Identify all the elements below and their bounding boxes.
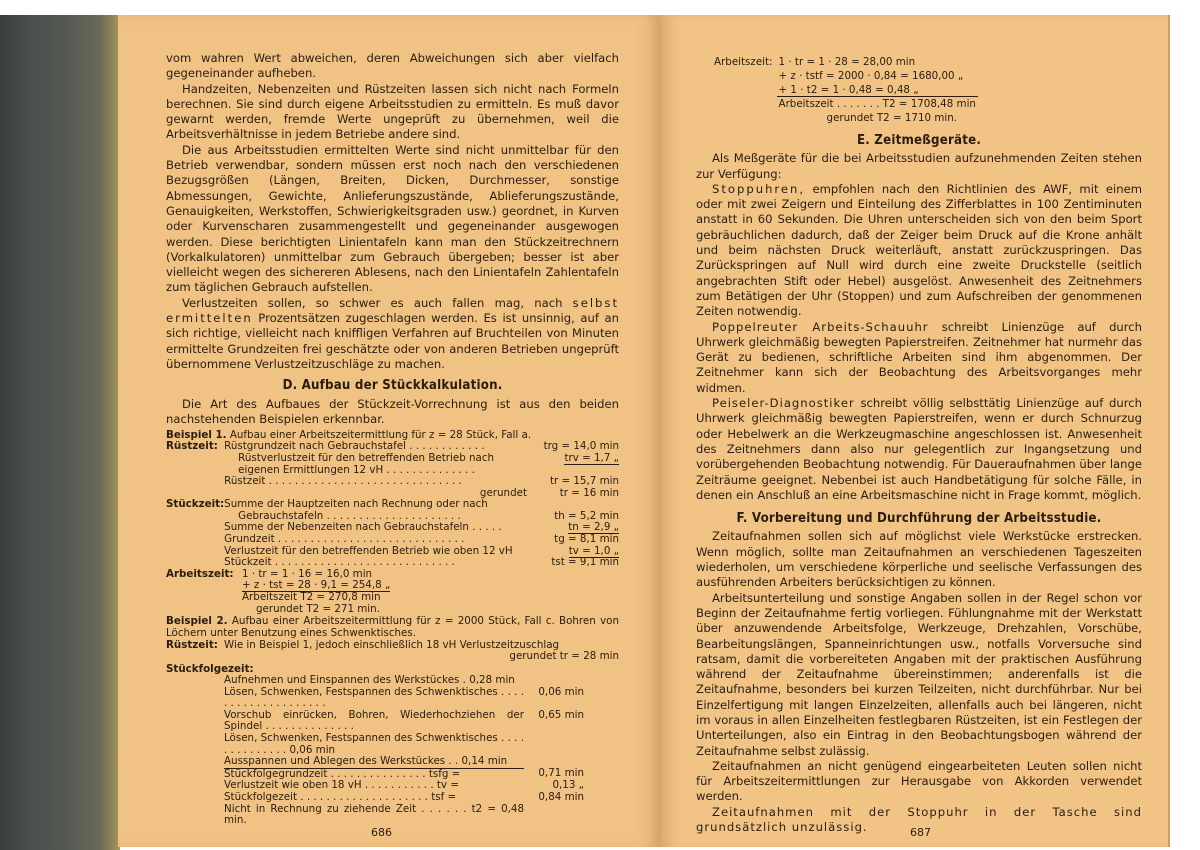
left-page (118, 15, 660, 847)
heading-e: E. Zeitmeßgeräte. (856, 133, 982, 148)
example-2: Beispiel 2. Aufbau einer Arbeitszeitermittlung für z = 2000 Stück, Fall c. Bohren von Löchern unter Benutzung eines Schwenktisches. Rüstzeit: Wie in Beispiel 1, jedoch einschließlich 18 vH Verlustzeitzuschlag gerundet tr = 28 min Stückfolgezeit: Aufnehmen und Einspannen des Werkstückes . 0,28 min Lösen, Schwenken, Festspannen des Schwenktisches . . . . . . . . . . . . . . . . . . . . 0,06 min Vorschub einrücken, Bohren, Wiederhochziehen der Spindel . . . . . . . . . . . . . . 0,65 min Lösen, Schwenken, Festspannen des Schwenktisches . . . . . . . . . . . . . . 0,06 min Ausspannen und Ablegen des Werkstückes . . 0,14 min Stückfolgegrundzeit . . . . . . . . . . . . . . . tsfg = 0,71 min Verlustzeit wie oben 18 vH . . . . . . . . . . . tv = 0,13 „ Stückfolgezeit . . . . . . . . . . . . . . . . . . . . tsf = 0,84 min Nicht in Rechnung zu ziehende Zeit . . . . . . t2 = 0,48 min. (166, 615, 620, 827)
paragraph: Zeitaufnahmen mit der Stoppuhr in der Tasche sind grundsätzlich unzulässig. (696, 804, 1142, 835)
paragraph: vom wahren Wert abweichen, deren Abweichungen sich aber vielfach gegeneinander aufheben. (166, 51, 619, 81)
right-page (660, 15, 1168, 847)
paragraph: Die aus Arbeitsstudien ermittelten Werte sind nicht unmittelbar für den Betrieb verwendbar, sondern müssen erst noch nach den verschiedenen Bezugsgrößen (Längen, Breiten, Dicken, Durchmesser, sonstige Abmessungen, Gewichte, Anlieferungszustände, Ablieferungszustände, Genauigkeiten, Werkstoffen, Schwierigkeitsgraden usw.) geordnet, in Kurven oder Kurvenscharen zusammengestellt und gegeneinander ausgewogen werden. Diese berichtigten Linientafeln kann man den Stückzeitrechnern (Vorkalkulatoren) unmittelbar zum Gebrauch übergeben; besser ist aber vielleicht wegen des sichereren Ablesens, nach den Linientafeln Zahlentafeln zum täglichen Gebrauch aufstellen. (166, 142, 619, 295)
paragraph: Die Art des Aufbaues der Stückzeit-Vorrechnung ist aus den beiden nachstehenden Beispielen erkennbar. (166, 396, 619, 426)
left-column (166, 51, 619, 827)
arbeitszeit-calc: Arbeitszeit: 1 · tr = 1 · 28 = 28,00 min + z · tstf = 2000 · 0,84 = 1680,00 „ + 1 · t2 = 1 · 0,48 = 0,48 „ Arbeitszeit . . . . . . . T2 = 1708,48 min gerundet T2 = 1710 min. (714, 56, 976, 125)
example-1: Beispiel 1. Aufbau einer Arbeitszeitermittlung für z = 28 Stück, Fall a. Rüstzeit: Rüstgrundzeit nach Gebrauchstafel . . . . . . . . . . . . trg = 14,0 min Rüstverlustzeit für den betreffenden Betrieb nach eigenen Ermittlungen 12 vH . . . . . . . . . . . . . . trv = 1,7 „ Rüstzeit . . . . . . . . . . . . . . . . . . . . . . . . . . . . . . tr = 15,7 min gerundet tr = 16 min Stückzeit: Summe der Hauptzeiten nach Rechnung oder nach Gebrauchstafeln . . . . . . . . . . . . . . . . . . . . . th = 5,2 min Summe der Nebenzeiten nach Gebrauchstafeln . . . . . tn = 2,9 „ Grundzeit . . . . . . . . . . . . . . . . . . . . . . . . . . . . . tg = 8,1 min Verlustzeit für den betreffenden Betrieb wie oben 12 vH tv = 1,0 „ Stückzeit . . . . . . . . . . . . . . . . . . . . . . . . . . . . tst = 9,1 min Arbeitszeit: 1 · tr = 1 · 16 = 16,0 min + z · tst = 28 · 9,1 = 254,8 „ Arbeitszeit T2 = 270,8 min gerundet T2 = 271 min. (166, 429, 619, 615)
paragraph: Handzeiten, Nebenzeiten und Rüstzeiten lassen sich nicht nach Formeln berechnen. Sie sind durch eigene Arbeitsstudien zu ermitteln. Es muß davor gewarnt werden, fremde Werte ungeprüft zu übernehmen, weil die Arbeitsverhältnisse in jedem Betriebe andere sind. (166, 81, 619, 142)
paragraph: Poppelreuter Arbeits-Schauuhr schreibt Linienzüge auf durch Uhrwerk gleichmäßig bewegten Papierstreifen. Zeitnehmer hat nurmehr das Gerät zu bedienen, schriftliche Arbeiten sind ihm abgenommen. Der Zeitnehmer kann sich der Beobachtung des Arbeitsvorganges mehr widmen. (696, 319, 1143, 395)
paragraph: Verlustzeiten sollen, so schwer es auch fallen mag, nach selbst ermittelten Prozentsätzen zugeschlagen werden. Es ist unsinnig, auf an sich richtige, vielleicht nach kniffligen Verfahren auf Bruchteilen von Minuten ermittelte Grundzeiten frei geschätzte oder von anderen Betrieben ungeprüft übernommene Verlustzeitzuschläge zu machen. (166, 295, 619, 371)
page-number: 687 (910, 826, 931, 839)
paragraph: Stoppuhren, empfohlen nach den Richtlinien des AWF, mit einem oder mit zwei Zeigern und Einteilung des Zifferblattes in 100 Zentiminuten anstatt in 60 Sekunden. Die Uhren unterscheiden sich von den beim Sport gebräuchlichen dadurch, daß der Zeiger beim Druck auf die Krone anhält und beim nächsten Druck weiterläuft, anstatt zurückzuspringen. Das Zurückspringen auf Null wird durch eine zweite Druckstelle (seitlich angebrachten Stift oder Hebel) ausgelöst. Anwesenheit des Zeitnehmers zum Betätigen der Uhr (Stoppen) und zum Aufschreiben der genommenen Zeiten notwendig. (696, 181, 1142, 319)
heading-f: F. Vorbereitung und Durchführung der Arbeitsstudie. (736, 511, 1102, 527)
paragraph: Peiseler-Diagnostiker schreibt völlig selbsttätig Linienzüge auf durch Uhrwerk gleichmäßig bewegten Papierstreifen, wenn er durch Schnurzug oder Hebelwerk an die Werkzeugmaschine angeschlossen ist. Anwesenheit des Zeitnehmers dann also nur gelegentlich zur Ingangsetzung und vorübergehenden Beobachtung notwendig. Für Daueraufnahmen über lange Zeiträume geeignet. Nebenbei ist auch Handbetätigung für solche Fälle, in denen ein Anschluß an eine Arbeitsmaschine nicht in Frage kommt, möglich. (696, 396, 1142, 502)
book-edge (0, 15, 120, 850)
page-number: 686 (371, 826, 392, 839)
heading-d: D. Aufbau der Stückkalkulation. (282, 378, 503, 394)
paragraph: Als Meßgeräte für die bei Arbeitsstudien aufzunehmenden Zeiten stehen zur Verfügung: (696, 151, 1142, 181)
paragraph: Arbeitsunterteilung und sonstige Angaben sollen in der Regel schon vor Beginn der Zeitaufnahme fertig vorliegen. Fühlungnahme mit der Werkstatt über anzuwendende Arbeitsfolge, Werkzeuge, Drehzahlen, Vorschübe, Bearbeitungslängen, Spanneinrichtungen usw., notfalls Vorversuche sind ratsam, damit die vorbereiteten Angaben mit der praktischen Ausführung während der Zeitaufnahme übereinstimmen; anderenfalls ist die Zeitaufnahme, besonders bei kurzen Teilzeiten, nicht durchführbar. Nur bei Einzelfertigung mit langen Einzelzeiten, allenfalls auch bei längeren, nicht im voraus in allen Einzelheiten festlegbaren Rüstzeiten, ist ein Festlegen der Unterteilungen, also ein Eintrag in den Beobachtungsbogen während der Zeitaufnahme selbst zulässig. (696, 590, 1142, 758)
paragraph: Zeitaufnahmen an nicht genügend eingearbeiteten Leuten sollen nicht für Arbeitszeitermittlungen zur Herausgabe von Akkorden verwendet werden. (696, 758, 1142, 804)
paragraph: Zeitaufnahmen sollen sich auf möglichst viele Werkstücke erstrecken. Wenn möglich, sollte man Zeitaufnahmen an verschiedenen Tageszeiten wiederholen, um verschiedene körperliche und seelische Verfassungen des ausführenden Arbeiters berücksichtigen zu können. (696, 529, 1142, 590)
right-column (696, 127, 1142, 835)
page-edge (1168, 15, 1170, 847)
